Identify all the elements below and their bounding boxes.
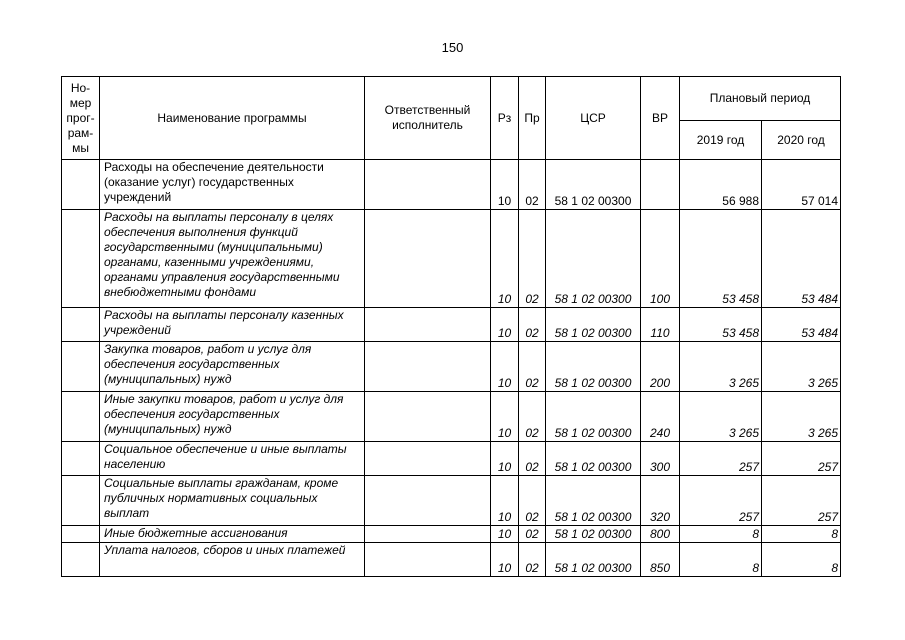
program-number-cell — [62, 160, 100, 210]
amount-2020-cell: 257 — [762, 442, 841, 476]
rz-cell: 10 — [491, 392, 519, 442]
vr-cell: 240 — [641, 392, 680, 442]
program-name-cell: Иные закупки товаров, работ и услуг для обеспечения государственных (муниципальных) нужд — [100, 392, 365, 442]
table-row — [62, 342, 841, 392]
program-name-cell: Расходы на выплаты персоналу в целях обеспечения выполнения функций государственными (муниципальными) органами, казенными учреждениями, органами управления государственными внебюджетными фондами — [100, 210, 365, 308]
csr-cell: 58 1 02 00300 — [546, 210, 641, 308]
table-row — [62, 210, 841, 308]
executor-cell — [365, 543, 491, 577]
executor-cell — [365, 342, 491, 392]
vr-cell: 850 — [641, 543, 680, 577]
table-row — [62, 308, 841, 342]
vr-cell: 320 — [641, 476, 680, 526]
csr-cell: 58 1 02 00300 — [546, 476, 641, 526]
rz-cell: 10 — [491, 210, 519, 308]
program-name-cell: Расходы на выплаты персоналу казенных учреждений — [100, 308, 365, 342]
program-name-cell: Социальные выплаты гражданам, кроме публичных нормативных социальных выплат — [100, 476, 365, 526]
rz-cell: 10 — [491, 526, 519, 543]
page-number: 150 — [441, 40, 464, 55]
rz-cell: 10 — [491, 160, 519, 210]
table-row — [62, 392, 841, 442]
csr-cell: 58 1 02 00300 — [546, 160, 641, 210]
program-number-cell — [62, 526, 100, 543]
vr-cell: 200 — [641, 342, 680, 392]
rz-cell: 10 — [491, 442, 519, 476]
header-planned-period: Плановый период — [680, 77, 841, 121]
executor-cell — [365, 526, 491, 543]
program-name-cell: Иные бюджетные ассигнования — [100, 526, 365, 543]
pr-cell: 02 — [519, 392, 546, 442]
header-vr: ВР — [641, 77, 680, 160]
vr-cell: 800 — [641, 526, 680, 543]
pr-cell: 02 — [519, 526, 546, 543]
program-name-cell: Социальное обеспечение и иные выплаты населению — [100, 442, 365, 476]
program-name-cell: Расходы на обеспечение деятельности (оказание услуг) государственных учреждений — [100, 160, 365, 210]
pr-cell: 02 — [519, 160, 546, 210]
csr-cell: 58 1 02 00300 — [546, 392, 641, 442]
amount-2020-cell: 257 — [762, 476, 841, 526]
executor-cell — [365, 308, 491, 342]
header-program-name: Наименование программы — [100, 77, 365, 160]
header-year-2020: 2020 год — [762, 121, 841, 160]
amount-2020-cell: 53 484 — [762, 210, 841, 308]
program-number-cell — [62, 210, 100, 308]
amount-2020-cell: 8 — [762, 526, 841, 543]
amount-2020-cell: 53 484 — [762, 308, 841, 342]
table-row — [62, 543, 841, 577]
pr-cell: 02 — [519, 442, 546, 476]
amount-2019-cell: 53 458 — [680, 210, 762, 308]
program-name-cell: Закупка товаров, работ и услуг для обеспечения государственных (муниципальных) нужд — [100, 342, 365, 392]
table-row — [62, 526, 841, 543]
program-number-cell — [62, 442, 100, 476]
budget-table — [61, 76, 841, 577]
header-pr: Пр — [519, 77, 546, 160]
rz-cell: 10 — [491, 543, 519, 577]
pr-cell: 02 — [519, 476, 546, 526]
amount-2019-cell: 8 — [680, 543, 762, 577]
vr-cell: 110 — [641, 308, 680, 342]
program-number-cell — [62, 342, 100, 392]
amount-2019-cell: 3 265 — [680, 342, 762, 392]
amount-2019-cell: 8 — [680, 526, 762, 543]
pr-cell: 02 — [519, 210, 546, 308]
program-number-cell — [62, 392, 100, 442]
csr-cell: 58 1 02 00300 — [546, 526, 641, 543]
header-executor: Ответственный исполнитель — [365, 77, 491, 160]
rz-cell: 10 — [491, 342, 519, 392]
table-row — [62, 160, 841, 210]
amount-2019-cell: 53 458 — [680, 308, 762, 342]
program-number-cell — [62, 476, 100, 526]
csr-cell: 58 1 02 00300 — [546, 308, 641, 342]
vr-cell: 100 — [641, 210, 680, 308]
header-program-number: Но- мер прог- рам- мы — [62, 77, 100, 160]
rz-cell: 10 — [491, 476, 519, 526]
executor-cell — [365, 392, 491, 442]
table-row — [62, 476, 841, 526]
amount-2020-cell: 3 265 — [762, 342, 841, 392]
program-name-cell: Уплата налогов, сборов и иных платежей — [100, 543, 365, 577]
vr-cell: 300 — [641, 442, 680, 476]
amount-2019-cell: 3 265 — [680, 392, 762, 442]
vr-cell — [641, 160, 680, 210]
table-row — [62, 442, 841, 476]
amount-2019-cell: 257 — [680, 442, 762, 476]
amount-2020-cell: 8 — [762, 543, 841, 577]
header-rz: Рз — [491, 77, 519, 160]
pr-cell: 02 — [519, 543, 546, 577]
amount-2020-cell: 3 265 — [762, 392, 841, 442]
pr-cell: 02 — [519, 308, 546, 342]
executor-cell — [365, 210, 491, 308]
csr-cell: 58 1 02 00300 — [546, 342, 641, 392]
header-csr: ЦСР — [546, 77, 641, 160]
csr-cell: 58 1 02 00300 — [546, 543, 641, 577]
program-number-cell — [62, 543, 100, 577]
rz-cell: 10 — [491, 308, 519, 342]
program-number-cell — [62, 308, 100, 342]
executor-cell — [365, 476, 491, 526]
amount-2019-cell: 257 — [680, 476, 762, 526]
header-year-2019: 2019 год — [680, 121, 762, 160]
executor-cell — [365, 442, 491, 476]
amount-2020-cell: 57 014 — [762, 160, 841, 210]
amount-2019-cell: 56 988 — [680, 160, 762, 210]
csr-cell: 58 1 02 00300 — [546, 442, 641, 476]
pr-cell: 02 — [519, 342, 546, 392]
executor-cell — [365, 160, 491, 210]
